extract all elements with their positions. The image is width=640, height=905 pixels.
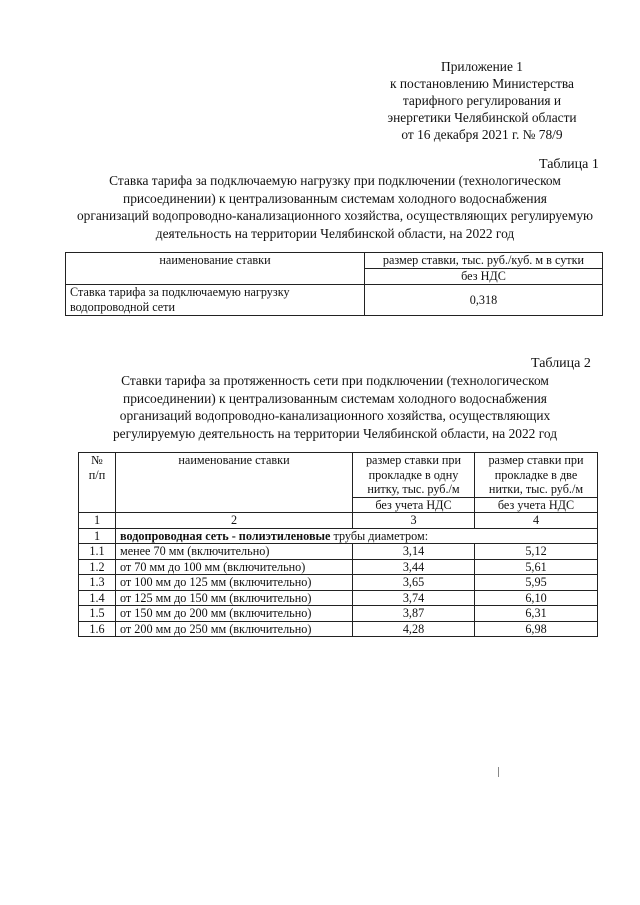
- t2-section-title: [116, 528, 598, 544]
- t2-header-num-line: №: [91, 453, 103, 467]
- t2-header-one-line: размер ставки при: [365, 453, 462, 467]
- title-line: организаций водопроводно-канализационного хозяйства, осуществляющих: [119, 408, 551, 423]
- t2-header-num: [79, 453, 116, 513]
- appendix-line: к постановлению Министерства: [390, 76, 574, 91]
- row-name: от 125 мм до 150 мм (включительно): [116, 590, 353, 606]
- t2-header-num-line: п/п: [88, 467, 106, 482]
- title-line: деятельность на территории Челябинской области, на 2022 год: [155, 225, 515, 241]
- table-row: [79, 559, 598, 575]
- row-one: 3,65: [353, 575, 475, 591]
- row-num: 1.5: [79, 606, 116, 622]
- table-row: [79, 575, 598, 591]
- title-line: Ставки тарифа за протяженность сети при подключении (технологическом: [121, 373, 549, 388]
- row-two: 6,31: [475, 606, 598, 622]
- t2-section-num: 1: [79, 528, 116, 544]
- row-num: 1.3: [79, 575, 116, 591]
- row-two: 5,12: [475, 544, 598, 560]
- t2-colnum: 4: [475, 513, 598, 529]
- row-two: 5,95: [475, 575, 598, 591]
- table1-title: [40, 172, 630, 242]
- t1-row-name: [66, 285, 365, 316]
- t1-header-size: размер ставки, тыс. руб./куб. м в сутки: [365, 253, 603, 269]
- t2-header-two: [475, 453, 598, 498]
- row-name: от 100 мм до 125 мм (включительно): [116, 575, 353, 591]
- row-num: 1.4: [79, 590, 116, 606]
- row-one: 3,87: [353, 606, 475, 622]
- table2: [78, 452, 598, 637]
- appendix-line: Приложение 1: [441, 59, 523, 74]
- t1-header-vat: без НДС: [365, 269, 603, 285]
- row-one: 3,74: [353, 590, 475, 606]
- appendix-line: энергетики Челябинской области: [387, 110, 577, 125]
- t1-header-name: наименование ставки: [66, 253, 365, 285]
- t2-section-rest: трубы диаметром:: [330, 528, 429, 543]
- t2-section-bold: водопроводная сеть - полиэтиленовые: [120, 528, 331, 543]
- table-row: [79, 590, 598, 606]
- t2-header-vat-two: без учета НДС: [475, 497, 598, 513]
- table1: [65, 252, 603, 316]
- table2-title: [50, 372, 620, 442]
- title-line: организаций водопроводно-канализационного хозяйства, осуществляющих регулируемую: [76, 208, 594, 223]
- table1-label: Таблица 1: [539, 157, 599, 172]
- t2-colnum: 2: [116, 513, 353, 529]
- row-one: 3,44: [353, 559, 475, 575]
- title-line: регулируемую деятельность на территории Челябинской области, на 2022 год: [112, 425, 558, 441]
- title-line: присоединении) к централизованным системам холодного водоснабжения: [123, 190, 547, 206]
- t1-row-value: 0,318: [365, 285, 603, 316]
- row-name: от 70 мм до 100 мм (включительно): [116, 559, 353, 575]
- row-name: от 200 мм до 250 мм (включительно): [116, 621, 353, 637]
- t2-header-two-line: размер ставки при: [488, 453, 584, 467]
- row-two: 6,10: [475, 590, 598, 606]
- appendix-header: [360, 58, 604, 143]
- t2-header-one-line: нитку, тыс. руб./м: [367, 482, 460, 496]
- row-one: 3,14: [353, 544, 475, 560]
- t2-header-one-line: прокладке в одну: [368, 467, 459, 482]
- table-row: [79, 606, 598, 622]
- t2-header-two-line: прокладке в две: [494, 467, 578, 482]
- row-name: менее 70 мм (включительно): [116, 544, 353, 560]
- t2-header-name: наименование ставки: [116, 453, 353, 513]
- t2-colnum: 3: [353, 513, 475, 529]
- table-row: [79, 544, 598, 560]
- scan-mark: [498, 767, 499, 777]
- appendix-line: от 16 декабря 2021 г. № 78/9: [401, 127, 563, 142]
- row-two: 5,61: [475, 559, 598, 575]
- appendix-line: тарифного регулирования и: [402, 93, 562, 108]
- t1-row-name-line: водопроводной сети: [70, 300, 176, 314]
- row-two: 6,98: [475, 621, 598, 637]
- title-line: Ставка тарифа за подключаемую нагрузку при подключении (технологическом: [109, 173, 561, 188]
- table2-label: Таблица 2: [531, 356, 591, 371]
- row-num: 1.6: [79, 621, 116, 637]
- table-row: [79, 621, 598, 637]
- t2-header-two-line: нитки, тыс. руб./м: [488, 482, 584, 496]
- t1-row-name-line: Ставка тарифа за подключаемую нагрузку: [70, 285, 290, 299]
- row-num: 1.1: [79, 544, 116, 560]
- title-line: присоединении) к централизованным системам холодного водоснабжения: [123, 390, 547, 406]
- t2-header-vat-one: без учета НДС: [353, 497, 475, 513]
- row-num: 1.2: [79, 559, 116, 575]
- row-name: от 150 мм до 200 мм (включительно): [116, 606, 353, 622]
- t2-header-one: [353, 453, 475, 498]
- row-one: 4,28: [353, 621, 475, 637]
- t2-colnum: 1: [79, 513, 116, 529]
